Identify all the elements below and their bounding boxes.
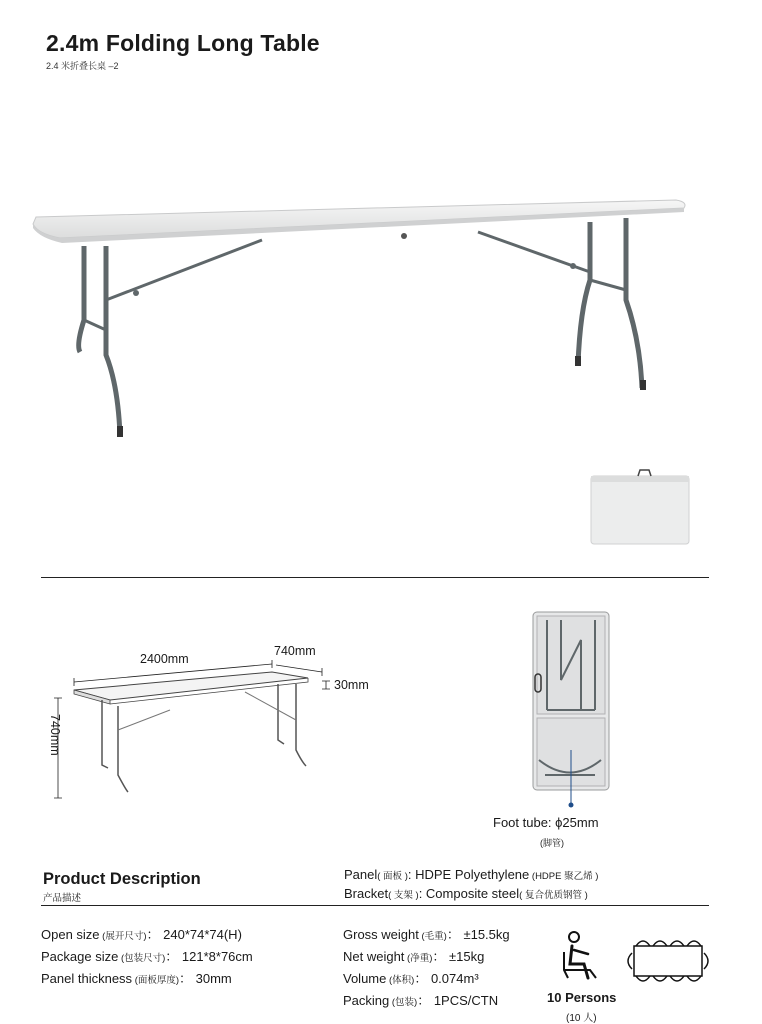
spec-volume: Volume (体积)： 0.074m³ bbox=[343, 971, 479, 986]
capacity-label: 10 Persons bbox=[547, 990, 617, 1005]
dim-thickness: 30mm bbox=[334, 678, 369, 692]
foot-tube-label: Foot tube: ϕ25mm bbox=[493, 815, 599, 830]
table-folded-illustration bbox=[585, 468, 695, 548]
description-divider bbox=[41, 905, 709, 906]
spec-net-weight: Net weight (净重)： ±15kg bbox=[343, 949, 485, 964]
section-divider bbox=[41, 577, 709, 578]
spec-open-size: Open size (展开尺寸)： 240*74*74(H) bbox=[41, 927, 242, 942]
table-open-illustration bbox=[0, 180, 762, 460]
dim-width: 740mm bbox=[274, 644, 316, 658]
capacity-label-cn: (10 人) bbox=[566, 1013, 597, 1024]
page-subtitle: 2.4 米折叠长桌 –2 bbox=[46, 61, 119, 71]
product-description-title: Product Description bbox=[43, 870, 201, 888]
dim-height: 740mm bbox=[48, 714, 62, 756]
person-seated-icon bbox=[560, 930, 604, 982]
page-title: 2.4m Folding Long Table bbox=[46, 30, 320, 56]
panel-material: Panel( 面板 ): HDPE Polyethylene (HDPE 聚乙烯 ) bbox=[344, 867, 599, 882]
spec-gross-weight: Gross weight (毛重)： ±15.5kg bbox=[343, 927, 510, 942]
table-underside-illustration bbox=[525, 610, 615, 810]
bracket-material: Bracket( 支架 ): Composite steel( 复合优质钢管 ) bbox=[344, 886, 588, 901]
spec-package-size: Package size (包装尺寸)： 121*8*76cm bbox=[41, 949, 253, 964]
dim-length: 2400mm bbox=[140, 652, 189, 666]
product-description-title-cn: 产品描述 bbox=[43, 893, 82, 904]
dimension-drawing bbox=[40, 630, 390, 810]
spec-panel-thickness: Panel thickness (面板厚度)： 30mm bbox=[41, 971, 232, 986]
foot-tube-label-cn: (脚管) bbox=[540, 838, 564, 848]
table-seating-icon bbox=[622, 934, 714, 988]
spec-packing: Packing (包装)： 1PCS/CTN bbox=[343, 993, 499, 1008]
